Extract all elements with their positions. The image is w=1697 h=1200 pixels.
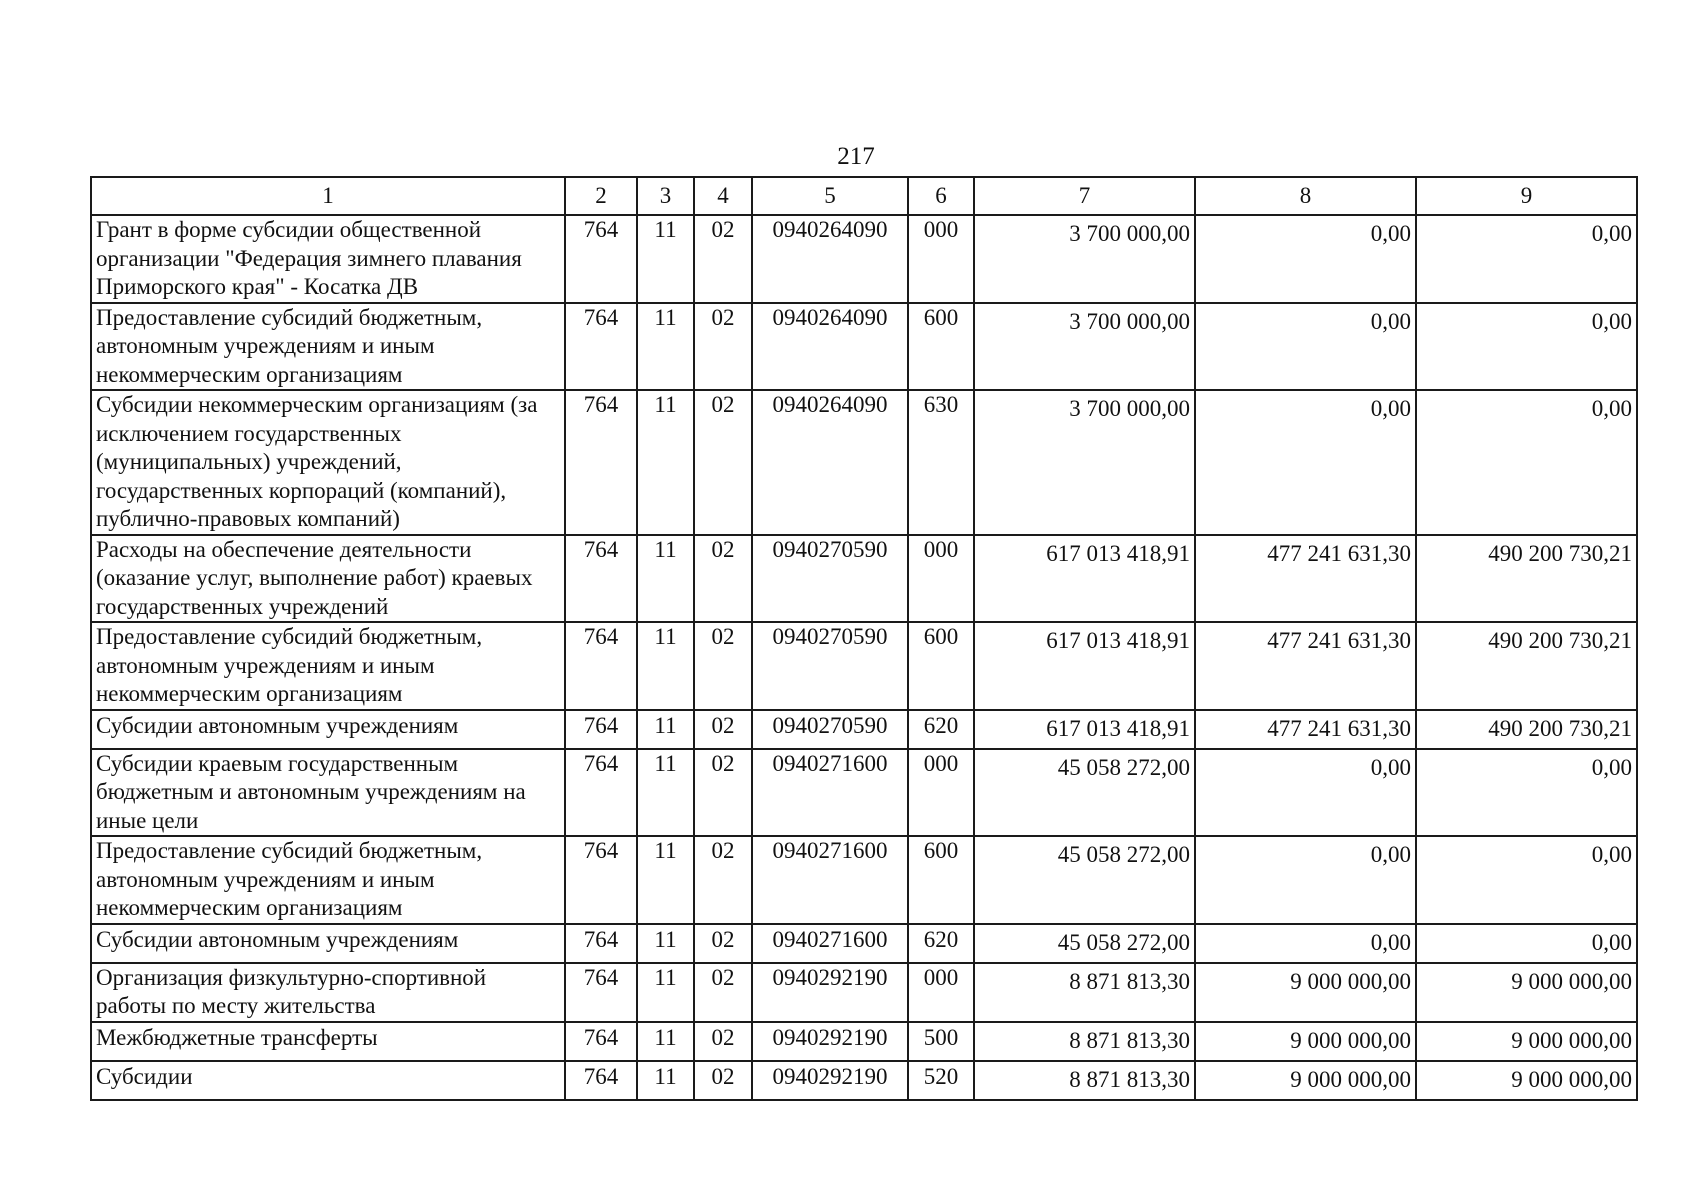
amount-col-7 (974, 1022, 1195, 1061)
budget-table (90, 176, 1638, 1101)
amount-col-8 (1195, 963, 1416, 1022)
expense-type-code: 620 (908, 924, 974, 963)
ministry-code: 764 (565, 924, 637, 963)
amount-value: 9 000 000,00 (1511, 1066, 1632, 1092)
section-code: 11 (637, 1022, 694, 1061)
table-row (91, 303, 1637, 391)
table-row (91, 963, 1637, 1022)
subsection-code: 02 (694, 1061, 752, 1100)
amount-col-7 (974, 215, 1195, 303)
subsection-code: 02 (694, 749, 752, 837)
amount-value: 0,00 (1370, 754, 1411, 780)
table-row (91, 1061, 1637, 1100)
amount-col-8 (1195, 1061, 1416, 1100)
column-header: 2 (565, 177, 637, 215)
expense-name: Субсидии (91, 1061, 565, 1100)
amount-value: 0,00 (1591, 221, 1632, 246)
amount-col-8 (1195, 535, 1416, 623)
target-article-code: 0940270590 (752, 622, 908, 710)
section-code: 11 (637, 1061, 694, 1100)
amount-value: 9 000 000,00 (1511, 968, 1632, 994)
table-row (91, 215, 1637, 303)
expense-type-code: 000 (908, 749, 974, 837)
target-article-code: 0940271600 (752, 836, 908, 924)
amount-col-9 (1416, 1061, 1637, 1100)
amount-col-9 (1416, 303, 1637, 391)
amount-col-8 (1195, 390, 1416, 535)
subsection-code: 02 (694, 390, 752, 535)
expense-name: Грант в форме субсидии общественной организации "Федерация зимнего плавания Приморского края" - Косатка ДВ (91, 215, 565, 303)
ministry-code: 764 (565, 622, 637, 710)
amount-col-8 (1195, 836, 1416, 924)
amount-col-7 (974, 1061, 1195, 1100)
expense-name: Субсидии автономным учреждениям (91, 710, 565, 749)
amount-value: 45 058 272,00 (1057, 754, 1190, 780)
amount-value: 617 013 418,91 (1046, 628, 1190, 653)
amount-col-9 (1416, 710, 1637, 749)
amount-value: 490 200 730,21 (1488, 715, 1632, 741)
section-code: 11 (637, 390, 694, 535)
ministry-code: 764 (565, 535, 637, 623)
table-row (91, 390, 1637, 535)
amount-value: 0,00 (1370, 221, 1411, 246)
amount-value: 490 200 730,21 (1488, 628, 1632, 653)
amount-value: 0,00 (1591, 396, 1632, 421)
expense-type-code: 000 (908, 215, 974, 303)
amount-col-9 (1416, 622, 1637, 710)
expense-name: Субсидии некоммерческим организациям (за исключением государственных (муниципальных) учреждений, государственных корпораций (компаний), публично-правовых компаний) (91, 390, 565, 535)
amount-value: 477 241 631,30 (1267, 628, 1411, 653)
amount-col-8 (1195, 749, 1416, 837)
section-code: 11 (637, 749, 694, 837)
amount-col-7 (974, 963, 1195, 1022)
subsection-code: 02 (694, 1022, 752, 1061)
amount-col-7 (974, 924, 1195, 963)
amount-col-7 (974, 622, 1195, 710)
target-article-code: 0940264090 (752, 303, 908, 391)
expense-type-code: 630 (908, 390, 974, 535)
amount-value: 0,00 (1370, 842, 1411, 867)
amount-value: 3 700 000,00 (1069, 396, 1190, 421)
column-header: 4 (694, 177, 752, 215)
column-header: 8 (1195, 177, 1416, 215)
expense-type-code: 600 (908, 622, 974, 710)
expense-type-code: 520 (908, 1061, 974, 1100)
section-code: 11 (637, 303, 694, 391)
subsection-code: 02 (694, 303, 752, 391)
expense-type-code: 000 (908, 535, 974, 623)
ministry-code: 764 (565, 390, 637, 535)
amount-col-9 (1416, 924, 1637, 963)
amount-col-8 (1195, 710, 1416, 749)
amount-value: 490 200 730,21 (1488, 540, 1632, 566)
table-row (91, 924, 1637, 963)
section-code: 11 (637, 836, 694, 924)
table-row (91, 710, 1637, 749)
amount-value: 9 000 000,00 (1290, 1027, 1411, 1053)
amount-value: 0,00 (1370, 396, 1411, 421)
amount-value: 0,00 (1370, 929, 1411, 955)
table-body (91, 215, 1637, 1100)
amount-col-9 (1416, 535, 1637, 623)
amount-value: 9 000 000,00 (1290, 968, 1411, 994)
amount-col-8 (1195, 303, 1416, 391)
amount-value: 0,00 (1591, 308, 1632, 334)
section-code: 11 (637, 535, 694, 623)
amount-col-7 (974, 749, 1195, 837)
subsection-code: 02 (694, 535, 752, 623)
amount-value: 9 000 000,00 (1290, 1066, 1411, 1092)
amount-col-9 (1416, 215, 1637, 303)
table-row (91, 749, 1637, 837)
amount-col-9 (1416, 390, 1637, 535)
section-code: 11 (637, 963, 694, 1022)
ministry-code: 764 (565, 303, 637, 391)
amount-col-8 (1195, 1022, 1416, 1061)
amount-col-8 (1195, 215, 1416, 303)
target-article-code: 0940292190 (752, 1061, 908, 1100)
expense-type-code: 600 (908, 303, 974, 391)
section-code: 11 (637, 215, 694, 303)
section-code: 11 (637, 924, 694, 963)
amount-value: 45 058 272,00 (1057, 929, 1190, 955)
subsection-code: 02 (694, 622, 752, 710)
amount-col-9 (1416, 836, 1637, 924)
amount-col-7 (974, 710, 1195, 749)
column-header: 9 (1416, 177, 1637, 215)
expense-type-code: 600 (908, 836, 974, 924)
ministry-code: 764 (565, 1022, 637, 1061)
table-row (91, 535, 1637, 623)
table-row (91, 1022, 1637, 1061)
amount-col-8 (1195, 924, 1416, 963)
amount-value: 8 871 813,30 (1069, 1066, 1190, 1092)
column-header: 1 (91, 177, 565, 215)
amount-value: 0,00 (1591, 754, 1632, 780)
amount-value: 477 241 631,30 (1267, 715, 1411, 741)
amount-value: 477 241 631,30 (1267, 540, 1411, 566)
section-code: 11 (637, 710, 694, 749)
expense-type-code: 000 (908, 963, 974, 1022)
amount-value: 0,00 (1591, 929, 1632, 955)
page-number: 217 (837, 143, 875, 170)
amount-col-7 (974, 390, 1195, 535)
amount-col-9 (1416, 963, 1637, 1022)
amount-col-7 (974, 535, 1195, 623)
subsection-code: 02 (694, 836, 752, 924)
expense-name: Расходы на обеспечение деятельности (оказание услуг, выполнение работ) краевых государственных учреждений (91, 535, 565, 623)
ministry-code: 764 (565, 963, 637, 1022)
target-article-code: 0940270590 (752, 535, 908, 623)
table-row (91, 836, 1637, 924)
subsection-code: 02 (694, 963, 752, 1022)
expense-name: Предоставление субсидий бюджетным, автономным учреждениям и иным некоммерческим организациям (91, 836, 565, 924)
column-header: 3 (637, 177, 694, 215)
amount-col-9 (1416, 749, 1637, 837)
amount-col-8 (1195, 622, 1416, 710)
expense-name: Предоставление субсидий бюджетным, автономным учреждениям и иным некоммерческим организациям (91, 303, 565, 391)
subsection-code: 02 (694, 710, 752, 749)
target-article-code: 0940271600 (752, 924, 908, 963)
table-row (91, 622, 1637, 710)
expense-name: Субсидии автономным учреждениям (91, 924, 565, 963)
expense-type-code: 620 (908, 710, 974, 749)
amount-col-9 (1416, 1022, 1637, 1061)
column-header: 7 (974, 177, 1195, 215)
subsection-code: 02 (694, 215, 752, 303)
amount-value: 9 000 000,00 (1511, 1027, 1632, 1053)
target-article-code: 0940264090 (752, 215, 908, 303)
expense-type-code: 500 (908, 1022, 974, 1061)
target-article-code: 0940270590 (752, 710, 908, 749)
amount-col-7 (974, 303, 1195, 391)
ministry-code: 764 (565, 215, 637, 303)
amount-value: 617 013 418,91 (1046, 540, 1190, 566)
ministry-code: 764 (565, 836, 637, 924)
ministry-code: 764 (565, 749, 637, 837)
expense-name: Организация физкультурно-спортивной работы по месту жительства (91, 963, 565, 1022)
expense-name: Предоставление субсидий бюджетным, автономным учреждениям и иным некоммерческим организациям (91, 622, 565, 710)
amount-col-7 (974, 836, 1195, 924)
target-article-code: 0940271600 (752, 749, 908, 837)
subsection-code: 02 (694, 924, 752, 963)
amount-value: 3 700 000,00 (1069, 221, 1190, 246)
expense-name: Межбюджетные трансферты (91, 1022, 565, 1061)
amount-value: 8 871 813,30 (1069, 1027, 1190, 1053)
expense-name: Субсидии краевым государственным бюджетным и автономным учреждениям на иные цели (91, 749, 565, 837)
section-code: 11 (637, 622, 694, 710)
ministry-code: 764 (565, 710, 637, 749)
target-article-code: 0940292190 (752, 963, 908, 1022)
amount-value: 45 058 272,00 (1057, 842, 1190, 867)
column-header: 5 (752, 177, 908, 215)
amount-value: 0,00 (1591, 842, 1632, 867)
ministry-code: 764 (565, 1061, 637, 1100)
amount-value: 0,00 (1370, 308, 1411, 334)
amount-value: 617 013 418,91 (1046, 715, 1190, 741)
amount-value: 3 700 000,00 (1069, 308, 1190, 334)
target-article-code: 0940292190 (752, 1022, 908, 1061)
amount-value: 8 871 813,30 (1069, 968, 1190, 994)
target-article-code: 0940264090 (752, 390, 908, 535)
column-header: 6 (908, 177, 974, 215)
header-row (91, 177, 1637, 215)
